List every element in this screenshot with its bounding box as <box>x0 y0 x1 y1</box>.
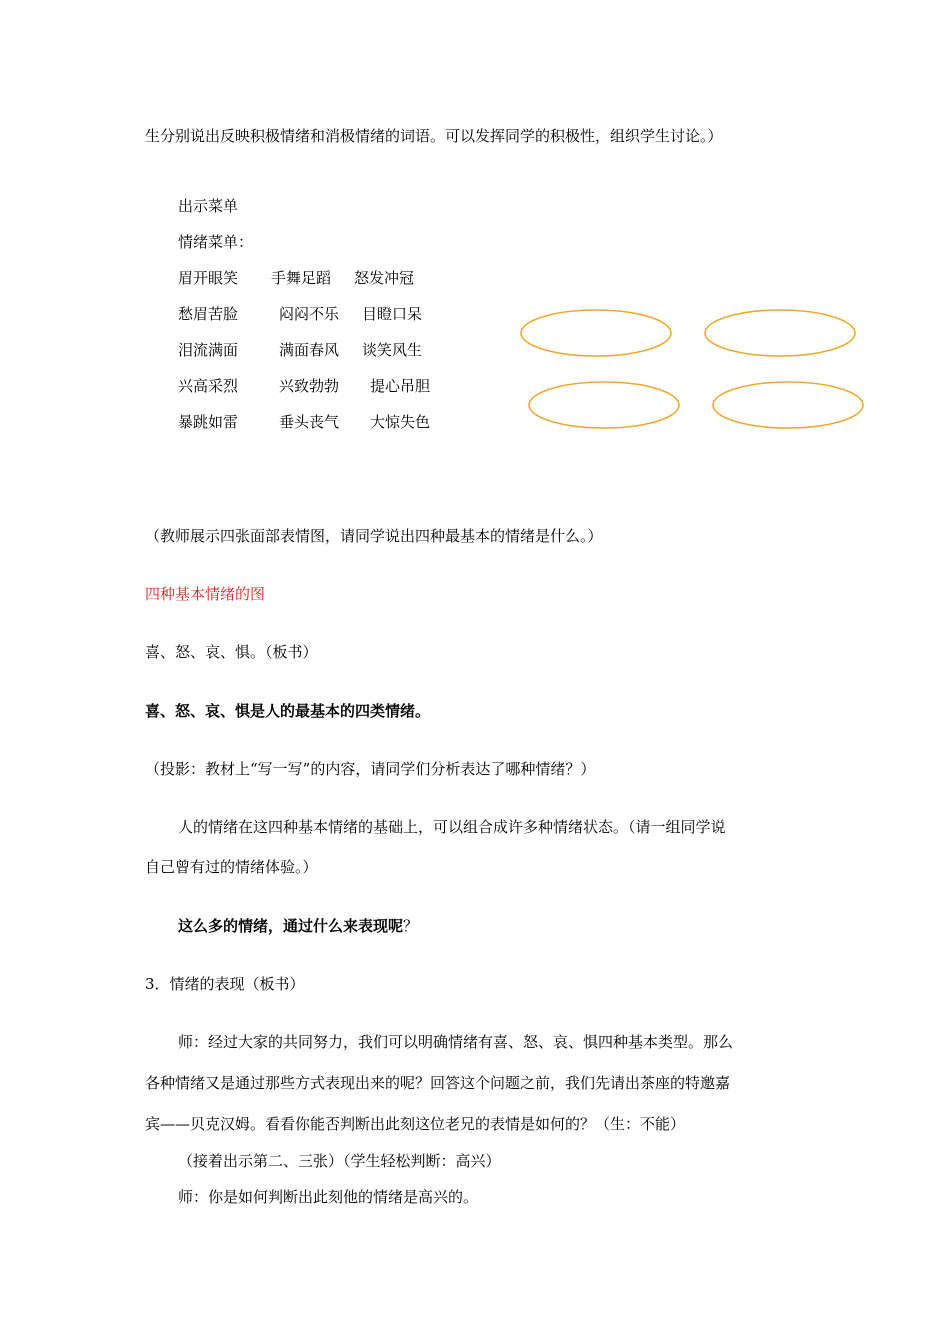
menu-word: 谈笑风生 <box>362 341 423 359</box>
oval-shape <box>713 382 863 428</box>
menu-word: 眉开眼笑 <box>178 269 239 287</box>
teacher-paragraph-line2: 各种情绪又是通过那些方式表现出来的呢？回答这个问题之前，我们先请出茶座的特邀嘉 <box>145 1074 731 1092</box>
section-3-heading: 3．情绪的表现（板书） <box>145 975 305 993</box>
oval-shape <box>529 382 679 428</box>
menu-word: 提心吊胆 <box>370 377 431 395</box>
menu-word: 手舞足蹈 <box>271 269 332 287</box>
teacher-question: 师：你是如何判断出此刻他的情绪是高兴的。 <box>178 1188 479 1206</box>
oval-shape <box>521 310 671 356</box>
menu-word: 目瞪口呆 <box>362 305 423 323</box>
bold-question <box>178 916 418 936</box>
bold-question-mark: ？ <box>403 917 419 935</box>
bold-statement-1: 喜、怒、哀、惧是人的最基本的四类情绪。 <box>145 702 431 720</box>
menu-word: 兴高采烈 <box>178 377 239 395</box>
teacher-show-paragraph: （教师展示四张面部表情图，请同学说出四种最基本的情绪是什么。） <box>145 527 603 545</box>
projection-paragraph: （投影：教材上“写一写”的内容，请同学们分析表达了哪种情绪？） <box>145 760 596 778</box>
menu-word: 兴致勃勃 <box>279 377 340 395</box>
next-slides-paragraph: （接着出示第二、三张）（学生轻松判断：高兴） <box>178 1152 501 1170</box>
intro-paragraph: 生分别说出反映积极情绪和消极情绪的词语。可以发挥同学的积极性，组织学生讨论。） <box>145 127 723 145</box>
menu-word: 暴跳如雷 <box>178 413 239 431</box>
menu-word: 垂头丧气 <box>279 413 340 431</box>
bold-question-text: 这么多的情绪，通过什么来表现呢 <box>178 917 404 935</box>
oval-shape <box>705 310 855 356</box>
menu-word: 愁眉苦脸 <box>178 305 239 323</box>
menu-word: 泪流满面 <box>178 341 239 359</box>
red-caption: 四种基本情绪的图 <box>145 585 266 603</box>
menu-word: 满面春风 <box>279 341 340 359</box>
menu-word: 闷闷不乐 <box>279 305 340 323</box>
menu-word: 大惊失色 <box>370 413 431 431</box>
menu-show-label: 出示菜单 <box>178 197 239 215</box>
emotion-ovals <box>510 300 880 440</box>
menu-title: 情绪菜单： <box>178 233 254 251</box>
menu-word: 怒发冲冠 <box>354 269 415 287</box>
teacher-paragraph-line1: 师：经过大家的共同努力，我们可以明确情绪有喜、怒、哀、惧四种基本类型。那么 <box>178 1033 734 1051</box>
combine-paragraph-line2: 自己曾有过的情绪体验。） <box>145 858 318 876</box>
combine-paragraph-line1: 人的情绪在这四种基本情绪的基础上，可以组合成许多种情绪状态。（请一组同学说 <box>178 818 726 836</box>
board-note-1: 喜、怒、哀、惧。（板书） <box>145 643 318 661</box>
teacher-paragraph-line3: 宾——贝克汉姆。看看你能否判断出此刻这位老兄的表情是如何的？（生：不能） <box>145 1115 686 1133</box>
